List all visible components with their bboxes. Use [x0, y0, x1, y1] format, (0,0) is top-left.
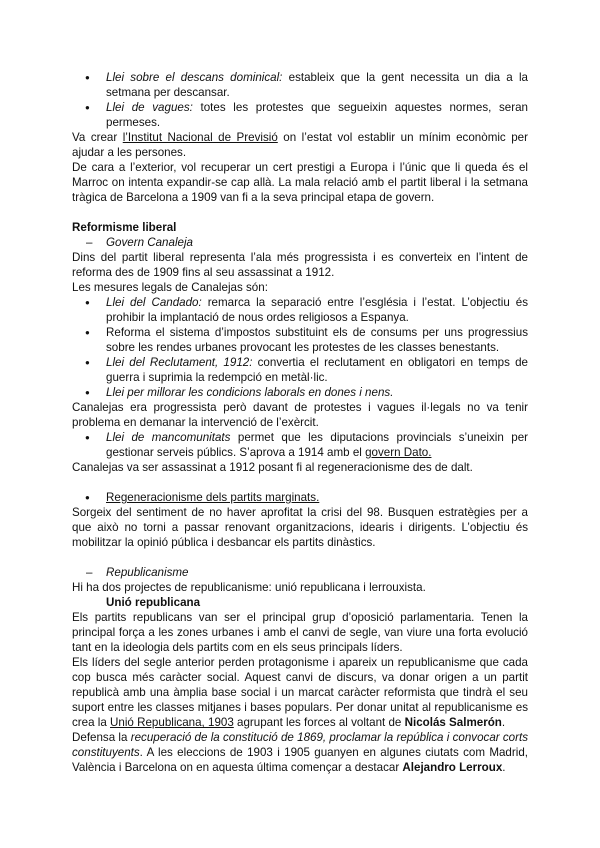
bullet-regeneracionisme-marginats	[72, 490, 528, 505]
paragraph-projectes: Hi ha dos projectes de republicanisme: unió republicana i lerrouxista.	[72, 581, 426, 594]
bullet-llei-reclutament: ● Llei del Reclutament, 1912: convertia el reclutament en obligatori en temps de guerra i suprimia la redempció en metàl·lic.	[72, 355, 528, 385]
dash-item-republicanisme: – Republicanisme	[72, 565, 528, 580]
paragraph-partits-republicans: Els partits republicans van ser el principal grup d’oposició parlamentaria. Tenen la principal força a les zones urbanes i amb el canvi de segle, van viure una forta evolució tant en la ideologia dels partits com en els seus principals líders.	[72, 611, 528, 654]
link-regeneracionisme[interactable]: Regeneracionisme dels partits marginats.	[106, 491, 320, 504]
bullet-mancomunitats: ● Llei de mancomunitats permet que les diputacions provincials s’uneixin per gestionar serveis públics. S’aprova a 1914 amb el govern Dato.	[72, 430, 528, 460]
paragraph-canalejas-progressista: Canalejas era progressista però davant de protestes i vagues il·legals no va tenir problema en demanar la intervenció de l’exèrcit.	[72, 401, 528, 429]
heading-unio-republicana: Unió republicana	[106, 596, 201, 609]
bullet-vagues: ● Llei de vagues: totes les protestes que segueixin aquestes normes, seran permeses.	[72, 100, 528, 130]
dash-item-govern-canalejas: – Govern Canaleja	[72, 235, 528, 250]
bullet-reforma-impostos: ● Reforma el sistema d’impostos substituint els de consums per uns progressius sobre les rendes urbanes provocant les protestes de les classes benestants.	[72, 325, 528, 355]
bullet-condicions-laborals: ● Llei per millorar les condicions laborals en dones i nens.	[72, 385, 528, 400]
law-title: Llei del Reclutament, 1912:	[106, 356, 253, 369]
link-institut-nacional[interactable]: l’Institut Nacional de Previsió	[122, 131, 278, 144]
link-govern-dato[interactable]: govern Dato.	[365, 446, 432, 459]
law-title: Llei de mancomunitats	[106, 431, 231, 444]
paragraph-exterior: De cara a l’exterior, vol recuperar un cert prestigi a Europa i l’únic que li queda és el Marroc on intenta expandir-se cap allà. La mala relació amb el partit liberal i la setmana tràgica de Barcelona a 1909 van fi a la seva principal etapa de govern.	[72, 161, 528, 204]
paragraph-canalejas-intro: Dins del partit liberal representa l’ala més progressista i es converteix en l’intent de reforma des de 1909 fins al seu assassinat a 1912.	[72, 251, 528, 279]
name-salmeron: Nicolás Salmerón	[404, 716, 502, 729]
paragraph-lidrers: Els líders del segle anterior perden protagonisme i apareix un republicanisme que cada cop busca més caràcter social. Aquest canvi de discurs, va donar origen a un partit republicà amb una àmplia base social i un marcat caràcter reformista que tindrà el seu suport entre les classes mitjanes i bases populars. Per donar unitat al republicanisme es crea la Unió Republicana, 1903 agrupant les forces al voltant de Nicolás Salmerón.	[72, 656, 528, 729]
paragraph-institut: Va crear l’Institut Nacional de Previsió on l’estat vol establir un mínim econòmic per ajudar a les persones.	[72, 131, 528, 159]
document-body	[72, 70, 528, 775]
bullet-llei-candado: ● Llei del Candado: remarca la separació entre l’església i l’estat. L’objectiu és prohibir la implantació de nous ordes religiosos a Espanya.	[72, 295, 528, 325]
paragraph-mesures: Les mesures legals de Canalejas són:	[72, 281, 268, 294]
paragraph-assassinat: Canalejas va ser assassinat a 1912 posant fi al regeneracionisme des de dalt.	[72, 461, 473, 474]
law-title: Llei de vagues:	[106, 101, 193, 114]
bullet-descans-dominical: ● Llei sobre el descans dominical: estableix que la gent necessita un dia a la setmana per descansar.	[72, 70, 528, 100]
heading-reformisme-liberal: Reformisme liberal	[72, 221, 177, 234]
paragraph-defensa: Defensa la recuperació de la constitució de 1869, proclamar la república i convocar corts constituyents. A les eleccions de 1903 i 1905 guanyen en algunes ciutats com Madrid, València i Barcelona on en aquesta última començar a destacar Alejandro Lerroux.	[72, 731, 528, 774]
law-title: Llei del Candado:	[106, 296, 202, 309]
link-unio-republicana[interactable]: Unió Republicana, 1903	[110, 716, 234, 729]
law-title: Llei sobre el descans dominical:	[106, 71, 283, 84]
paragraph-sorgeix: Sorgeix del sentiment de no haver aprofitat la crisi del 98. Busquen estratègies per a que això no torni a passar renovant organitzacions, idearis i dirigents. L’objectiu és mobilitzar la opinió pública i desbancar els partits dinàstics.	[72, 506, 528, 549]
name-lerroux: Alejandro Lerroux	[402, 761, 503, 774]
